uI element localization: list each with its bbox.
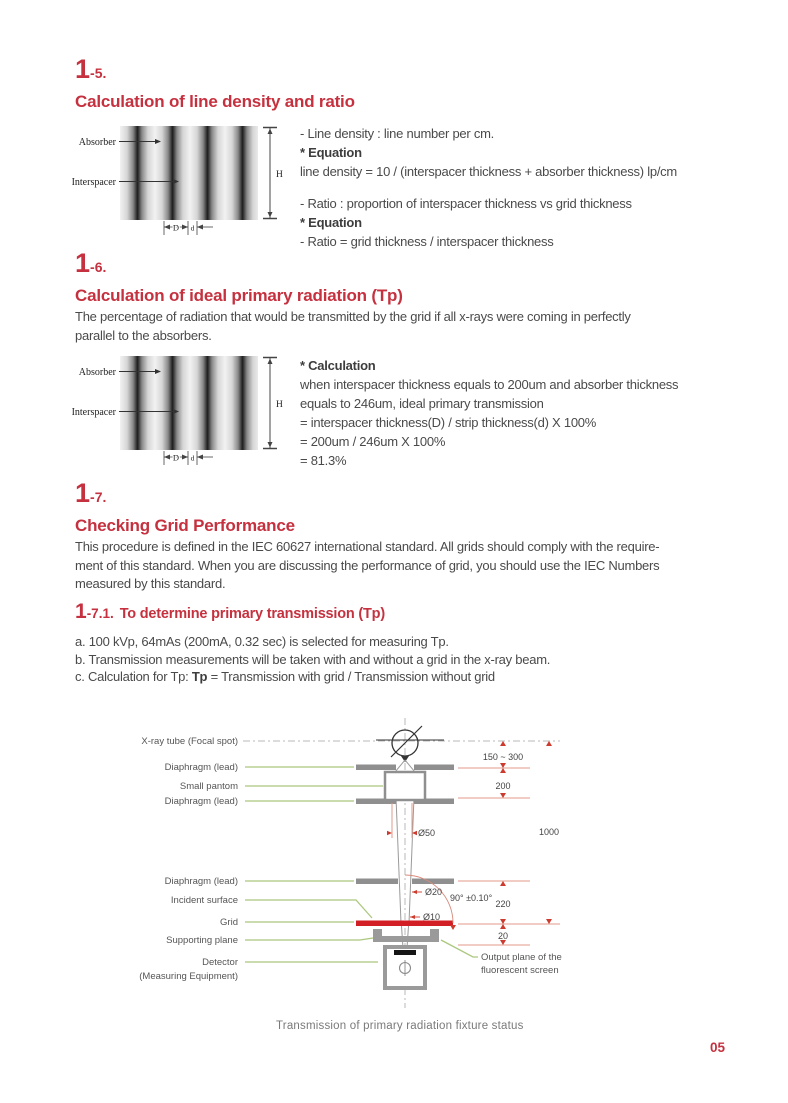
fluorescent-screen-bar	[394, 950, 416, 955]
diaphragm3-left	[356, 879, 398, 885]
detector-label-line2: (Measuring Equipment)	[139, 971, 238, 982]
text-line: - Line density : line number per cm.	[300, 126, 495, 141]
height-dimension-label: H	[276, 400, 283, 410]
output-plane-label	[481, 952, 562, 976]
dim-focal-to-diaphragm: 150 ~ 300	[482, 752, 524, 762]
interspacer-arrow-head	[173, 179, 179, 184]
interspacer-thickness-label: D	[172, 452, 180, 463]
transmission-fixture-diagram	[60, 702, 760, 1012]
page-number: 05	[710, 1040, 726, 1055]
diagram-labels	[139, 736, 238, 982]
list-item-b: b. Transmission measurements will be taken with and without a grid in the x-ray beam.	[75, 651, 551, 667]
absorber-thickness-label: d	[190, 223, 195, 233]
text-line: * Equation	[300, 215, 362, 230]
leader-supporting-plane	[245, 938, 373, 940]
section-1-6-title: Calculation of ideal primary radiation (Tp)	[75, 286, 403, 305]
arc-base-arrow	[450, 925, 456, 930]
text-line: - Ratio : proportion of interspacer thickness vs grid thickness	[300, 196, 632, 211]
section-1-5-title: Calculation of line density and ratio	[75, 92, 355, 111]
section-1-5-number	[75, 56, 106, 83]
text-line: The percentage of radiation that would be transmitted by the grid if all x-rays were coming in perfectly	[75, 309, 631, 324]
detector-label-line1: Detector	[202, 957, 238, 968]
text-line: * Equation	[300, 145, 362, 160]
text-line: * Calculation	[300, 358, 376, 373]
dim-grid-to-plane: 20	[497, 931, 509, 941]
dim-diaphragm-gap: 200	[495, 781, 511, 791]
small-pantom-label: Small pantom	[179, 781, 238, 792]
section-1-6-intro	[75, 308, 631, 345]
text-line: when interspacer thickness equals to 200um and absorber thickness	[300, 377, 679, 392]
diaphragm3-label: Diaphragm (lead)	[164, 876, 238, 887]
text-line: measured by this standard.	[75, 576, 226, 591]
text-line: = 200um / 246um X 100%	[300, 434, 446, 449]
absorber-label: Absorber	[78, 367, 116, 378]
interspacer-label: Interspacer	[71, 407, 116, 418]
section-number-big: 1	[75, 600, 87, 623]
diaphragm1-right	[414, 765, 454, 771]
grid-cross-section-figure-2	[58, 348, 318, 478]
diagram-caption: Transmission of primary radiation fixture status	[276, 1020, 524, 1032]
section-number-big: 1	[75, 248, 91, 278]
thickness-dimension	[164, 451, 213, 465]
output-plane-label-line2: fluorescent screen	[481, 965, 559, 976]
dim-aperture-50: Ø50	[418, 828, 436, 838]
interspacer-thickness-label: D	[172, 222, 180, 233]
interspacer-label: Interspacer	[71, 177, 116, 188]
supporting-plane-label: Supporting plane	[166, 935, 238, 946]
section-number-small: -5.	[90, 65, 107, 81]
thickness-dimension	[164, 221, 213, 235]
interspacer-arrow-head	[173, 409, 179, 414]
section-1-6-text	[300, 356, 678, 470]
figure-annotations	[58, 118, 318, 248]
section-1-5-text	[300, 124, 677, 251]
incident-surface-label: Incident surface	[170, 895, 238, 906]
leader-incident-surface	[245, 900, 372, 918]
section-number-small: -7.1.	[86, 606, 114, 621]
height-dimension	[263, 358, 283, 449]
leader-output-plane	[441, 940, 478, 957]
list-item-c-pre: c. Calculation for Tp:	[75, 669, 192, 684]
list-item-c	[75, 668, 550, 686]
xray-tube-label: X-ray tube (Focal spot)	[141, 736, 238, 747]
output-plane-label-line1: Output plane of the	[481, 952, 562, 963]
section-1-7-number	[75, 480, 106, 507]
height-dimension-label: H	[276, 170, 283, 180]
height-dimension	[263, 128, 283, 219]
diaphragm1-label: Diaphragm (lead)	[164, 762, 238, 773]
section-1-7-1-heading	[75, 601, 385, 622]
grid-cross-section-figure-1	[58, 118, 318, 248]
text-line: ment of this standard. When you are discussing the performance of grid, you should use the IEC Numbers	[75, 557, 660, 573]
text-line: = interspacer thickness(D) / strip thickness(d) X 100%	[300, 415, 597, 430]
absorber-thickness-label: d	[190, 453, 195, 463]
section-number-small: -7.	[90, 489, 107, 505]
dim-diaphragm-to-grid: 220	[495, 899, 511, 909]
section-1-7-intro	[75, 538, 659, 594]
diaphragm1-left	[356, 765, 396, 771]
grid-label: Grid	[220, 917, 238, 928]
section-number-small: -6.	[90, 259, 107, 275]
dim-aperture-20: Ø20	[425, 887, 443, 897]
small-pantom-box	[385, 772, 425, 800]
absorber-label: Absorber	[78, 137, 116, 148]
focal-spot-symbol	[376, 726, 444, 762]
leader-lines	[245, 767, 478, 962]
text-line: - Ratio = grid thickness / interspacer thickness	[300, 234, 554, 249]
text-line: This procedure is defined in the IEC 60627 international standard. All grids should comply with the require-	[75, 539, 660, 554]
text-line: parallel to the absorbers.	[75, 327, 212, 343]
section-1-6-number	[75, 250, 106, 277]
section-number-big: 1	[75, 54, 91, 84]
list-item-a: a. 100 kVp, 64mAs (200mA, 0.32 sec) is selected for measuring Tp.	[75, 634, 449, 649]
text-line: line density = 10 / (interspacer thickness + absorber thickness) lp/cm	[300, 164, 678, 179]
diaphragm3-right	[412, 879, 454, 885]
absorber-arrow-head	[155, 369, 161, 374]
diaphragm2-label: Diaphragm (lead)	[164, 796, 238, 807]
section-1-7-title: Checking Grid Performance	[75, 516, 295, 535]
figure-annotations	[58, 348, 318, 478]
supporting-plane-shape	[373, 929, 439, 942]
list-item-c-bold: Tp	[191, 669, 208, 684]
text-line: = 81.3%	[300, 453, 347, 468]
dim-angle: 90° ±0.10°	[450, 893, 493, 903]
aperture-leader-ticks	[410, 892, 422, 917]
dim-aperture-10: Ø10	[423, 912, 441, 922]
absorber-arrow-head	[155, 139, 161, 144]
detector-shape	[385, 947, 425, 988]
dim-sid: 1000	[538, 827, 560, 837]
section-number-big: 1	[75, 478, 91, 508]
text-line: equals to 246um, ideal primary transmission	[300, 396, 544, 411]
list-item-c-post: = Transmission with grid / Transmission without grid	[207, 669, 495, 684]
section-1-7-1-title: To determine primary transmission (Tp)	[119, 606, 385, 622]
section-1-7-1-list	[75, 633, 550, 686]
dimension-texts	[418, 752, 559, 941]
